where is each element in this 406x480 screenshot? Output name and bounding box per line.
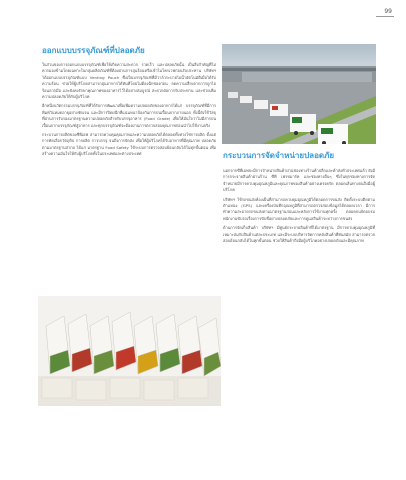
left-paragraph-2: อีกหนึ่งนวัตกรรมบรรจุภัณฑ์ที่ได้รับการพัฒนาเพื่อเพิ่มความปลอดภัยของอาหารได้แก่ บรรจุภัณฑ์ที่มีการพิมพ์วันหมดอายุอย่างชัดเจน และมีการปิดผนึกที่แน่นหนาป้องกันการปนเปื้อนจากภายนอก ทั้งนี้ยังใช้วัสดุที่ผ่านการรับรองมาตรฐานความปลอดภัยสำหรับบรรจุอาหาร (Food Grade) เพื่อให้มั่นใจว่าไม่มีสารปนเปื้อนจากบรรจุภัณฑ์สู่อาหาร และทุกบรรจุภัณฑ์จะต้องผ่านการตรวจสอบคุณภาพก่อนนำไปใช้งานจริง (42, 103, 216, 128)
right-section-heading: กระบวนการจัดจำหน่ายปลอดภัย (223, 151, 335, 160)
right-paragraph-3: ด้านการจัดเก็บสินค้า บริษัทฯ มีศูนย์กระจายสินค้าที่ได้มาตรฐาน มีการควบคุมอุณหภูมิที่เหมาะสมกับสินค้าแต่ละประเภท และมีระบบบริหารจัดการคลังสินค้าที่ทันสมัย สามารถตรวจสอบย้อนกลับได้ในทุกขั้นตอน ช่วยให้สินค้าถึงมือผู้บริโภคอย่างปลอดภัยและมีคุณภาพ (223, 225, 375, 244)
left-paragraph-1: ในส่วนของการออกแบบบรรจุภัณฑ์เพื่อให้เกิดความสะดวก รวดเร็ว และปลอดภัยนั้น เป็นสิ่งสำคัญที่ไม่ควรมองข้ามโดยเฉพาะในกลุ่มผลิตภัณฑ์ที่ต้องผ่านการอุ่นร้อนหรือเข้าไมโครเวฟก่อนรับประทาน บริษัทฯ ได้ออกแบบบรรจุภัณฑ์แบบ Venting Pouch ซึ่งเป็นบรรจุภัณฑ์ที่มีวาล์วระบายไอน้ำอัตโนมัติเมื่อได้รับความร้อน ช่วยให้ผู้บริโภคสามารถอุ่นอาหารได้ทันทีโดยไม่ต้องฉีกซองก่อน ลดความเสี่ยงจากการถูกไอร้อนลวกมือ และยังคงรักษาคุณภาพของอาหารไว้ได้อย่างสมบูรณ์ สะดวกต่อการรับประทาน และช่วยเพิ่มความปลอดภัยให้กับผู้บริโภค (42, 62, 216, 100)
page-number-rule (376, 16, 394, 17)
right-section-body (223, 168, 375, 247)
packaged-food-photo (38, 296, 221, 406)
right-paragraph-1: นอกจากซีพีเอฟจะมีการจำหน่ายสินค้าผ่านช่องทางร้านค้าปลีกและค้าส่งทั่วประเทศแล้ว ยังมีการกระจายสินค้าผ่านร้าน ซีพี เฟรชมาร์ท และช่องทางอื่นๆ ซึ่งในทุกช่องทางการจัดจำหน่ายมีการควบคุมอุณหภูมิและคุณภาพของสินค้าอย่างเคร่งครัด ตลอดเส้นทางจนถึงมือผู้บริโภค (223, 168, 375, 193)
distribution-center-photo (222, 44, 376, 144)
left-section-body (42, 62, 216, 161)
right-paragraph-2: บริษัทฯ ใช้รถขนส่งห้องเย็นที่สามารถควบคุมอุณหภูมิได้ตลอดการขนส่ง ติดตั้งระบบติดตามตำแหน่ง (GPS) และเครื่องบันทึกอุณหภูมิที่สามารถตรวจสอบข้อมูลได้ตลอดเวลา มีการทำความสะอาดรถขนส่งตามมาตรฐานก่อนและหลังการใช้งานทุกครั้ง ตลอดจนจัดอบรมพนักงานขับรถเรื่องการขับขี่อย่างปลอดภัยและการดูแลสินค้าระหว่างการขนส่ง (223, 196, 375, 221)
left-section-heading: ออกแบบบรรจุภัณฑ์ที่ปลอดภัย (42, 46, 145, 55)
left-paragraph-3: กระบวนการผลิตของซีพีเอฟ สามารถควบคุมคุณภาพและความปลอดภัยได้ตลอดทั้งห่วงโซ่การผลิต ตั้งแต่การคัดเลือกวัตถุดิบ การผลิต การบรรจุ จนถึงการจัดส่ง เพื่อให้ผู้บริโภคได้รับอาหารที่มีคุณภาพ ปลอดภัย ตามมาตรฐานสากล ได้แก่ มาตรฐาน Food Safety ใช้ระบบการตรวจสอบย้อนกลับได้ในทุกขั้นตอน เพื่อสร้างความมั่นใจให้กับผู้บริโภคทั้งในประเทศและต่างประเทศ (42, 132, 216, 157)
page-number: 99 (384, 8, 392, 15)
